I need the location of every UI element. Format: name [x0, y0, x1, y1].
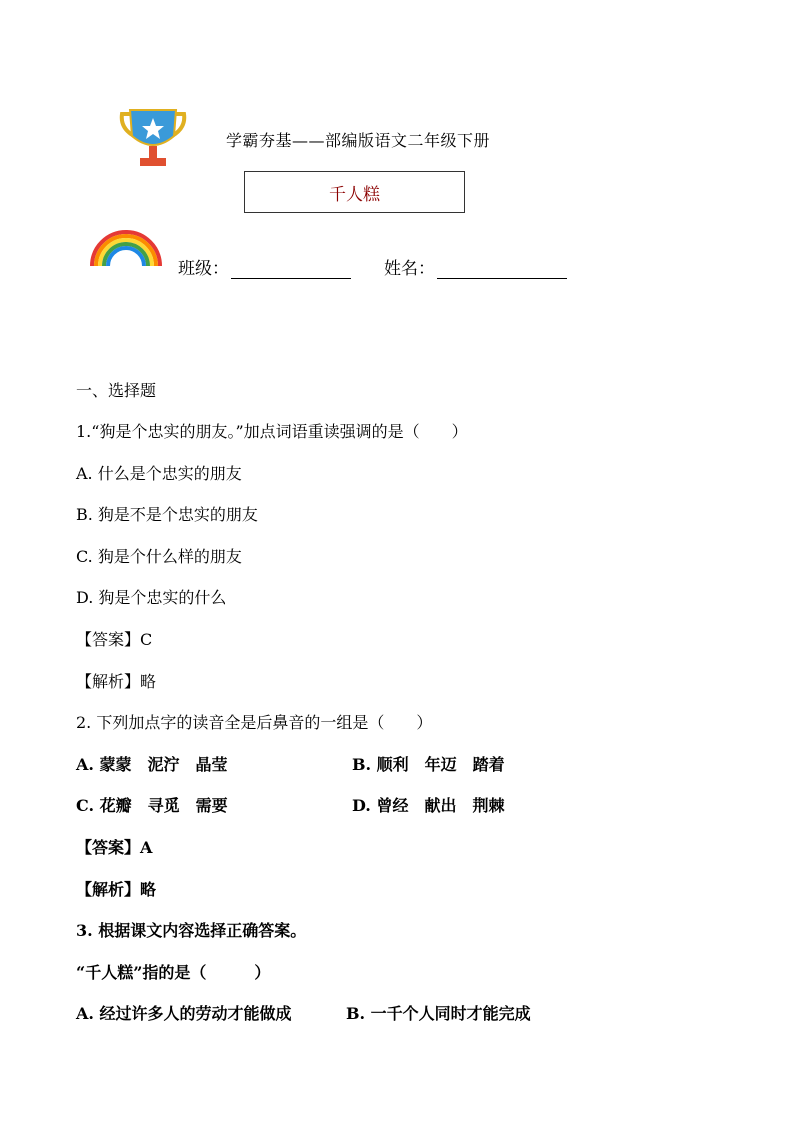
question-1-option-a: A. 什么是个忠实的朋友	[76, 464, 242, 483]
question-2-answer: 【答案】A	[76, 838, 153, 857]
question-3-stem: 3. 根据课文内容选择正确答案。	[76, 921, 307, 940]
rainbow-icon	[88, 226, 164, 268]
class-label: 班级：	[178, 259, 229, 279]
question-3-sub-stem: “千人糕”指的是（ ）	[76, 963, 271, 982]
question-2-analysis: 【解析】略	[76, 880, 157, 899]
question-3-option-b: B. 一千个人同时才能完成	[346, 1004, 531, 1023]
question-2-option-b: B. 顺利 年迈 踏着	[352, 755, 505, 774]
class-field	[178, 254, 351, 279]
class-input-line[interactable]	[231, 260, 351, 279]
trophy-icon	[118, 106, 188, 170]
document-header-title: 学霸夯基——部编版语文二年级下册	[226, 131, 491, 150]
name-input-line[interactable]	[437, 260, 567, 279]
question-1-option-d: D. 狗是个忠实的什么	[76, 588, 227, 607]
lesson-title: 千人糕	[329, 184, 380, 205]
question-1-option-c: C. 狗是个什么样的朋友	[76, 547, 242, 566]
question-1-option-b: B. 狗是不是个忠实的朋友	[76, 505, 258, 524]
question-1-analysis: 【解析】略	[76, 672, 157, 691]
question-2-stem: 2. 下列加点字的读音全是后鼻音的一组是（ ）	[76, 713, 433, 732]
question-2-option-c: C. 花瓣 寻觅 需要	[76, 796, 228, 815]
question-1-stem: 1.“狗是个忠实的朋友。”加点词语重读强调的是（ ）	[76, 422, 468, 441]
section-heading: 一、选择题	[76, 381, 157, 400]
question-3-option-a: A. 经过许多人的劳动才能做成	[76, 1004, 292, 1023]
lesson-title-box	[244, 171, 465, 213]
question-2-option-a: A. 蒙蒙 泥泞 晶莹	[76, 755, 228, 774]
question-2-option-d: D. 曾经 献出 荆棘	[352, 796, 505, 815]
question-1-answer: 【答案】C	[76, 630, 153, 649]
name-field	[384, 254, 567, 279]
name-label: 姓名：	[384, 259, 435, 279]
